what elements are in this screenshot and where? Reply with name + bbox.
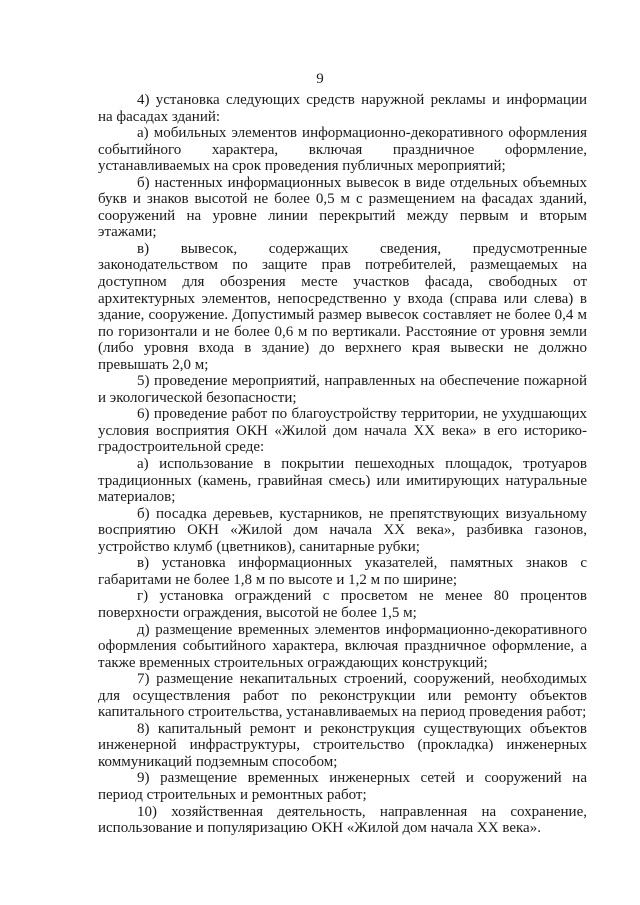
page-number: 9 <box>316 71 324 87</box>
paragraph-item-7: 7) размещение некапитальных строений, сооружений, необходимых для осуществления работ по реконструкции или ремонту объектов капитального строительства, устанавливаемых на период проведения работ; <box>98 671 587 721</box>
document-body <box>98 92 587 837</box>
paragraph-subitem-4a: а) мобильных элементов информационно-декоративного оформления событийного характера, включая праздничное оформление, устанавливаемых на срок проведения публичных мероприятий; <box>98 125 587 175</box>
paragraph-subitem-6d: д) размещение временных элементов информационно-декоративного оформления событийного характера, включая праздничное оформление, а также временных строительных ограждающих конструкций; <box>98 621 587 671</box>
paragraph-item-10: 10) хозяйственная деятельность, направленная на сохранение, использование и популяризацию ОКН «Жилой дом начала XX века». <box>98 803 587 837</box>
paragraph-subitem-6v: в) установка информационных указателей, памятных знаков с габаритами не более 1,8 м по высоте и 1,2 м по ширине; <box>98 555 587 588</box>
paragraph-subitem-4v: в) вывесок, содержащих сведения, предусмотренные законодательством по защите прав потребителей, размещаемых на доступном для обозрения месте участков фасада, свободных от архитектурных элементов, непосредственно у входа (справа или слева) в здание, сооружение. Допустимый размер вывесок составляет не более 0,4 м по горизонтали и не более 0,6 м по вертикали. Расстояние от уровня земли (либо уровня входа в здание) до верхнего края вывески не должно превышать 2,0 м; <box>98 240 587 373</box>
paragraph-item-6: 6) проведение работ по благоустройству территории, не ухудшающих условия восприятия ОКН «Жилой дом начала XX века» в его историко-градостроительной среде: <box>98 406 587 456</box>
paragraph-item-9: 9) размещение временных инженерных сетей и сооружений на период строительных и ремонтных работ; <box>98 770 587 803</box>
paragraph-subitem-6g: г) установка ограждений с просветом не менее 80 процентов поверхности ограждения, высотой не более 1,5 м; <box>98 588 587 621</box>
paragraph-item-4: 4) установка следующих средств наружной рекламы и информации на фасадах зданий: <box>98 92 587 125</box>
paragraph-subitem-4b: б) настенных информационных вывесок в виде отдельных объемных букв и знаков высотой не более 0,5 м с размещением на фасадах зданий, сооружений на уровне линии перекрытий между первым и вторым этажами; <box>98 174 587 241</box>
paragraph-item-8: 8) капитальный ремонт и реконструкция существующих объектов инженерной инфраструктуры, строительство (прокладка) инженерных коммуникаций подземным способом; <box>98 720 587 770</box>
paragraph-item-5: 5) проведение мероприятий, направленных на обеспечение пожарной и экологической безопасности; <box>98 373 587 406</box>
paragraph-subitem-6a: а) использование в покрытии пешеходных площадок, тротуаров традиционных (камень, гравийная смесь) или имитирующих натуральные материалов; <box>98 456 587 506</box>
paragraph-subitem-6b: б) посадка деревьев, кустарников, не препятствующих визуальному восприятию ОКН «Жилой дом начала XX века», разбивка газонов, устройство клумб (цветников), санитарные рубки; <box>98 505 587 555</box>
